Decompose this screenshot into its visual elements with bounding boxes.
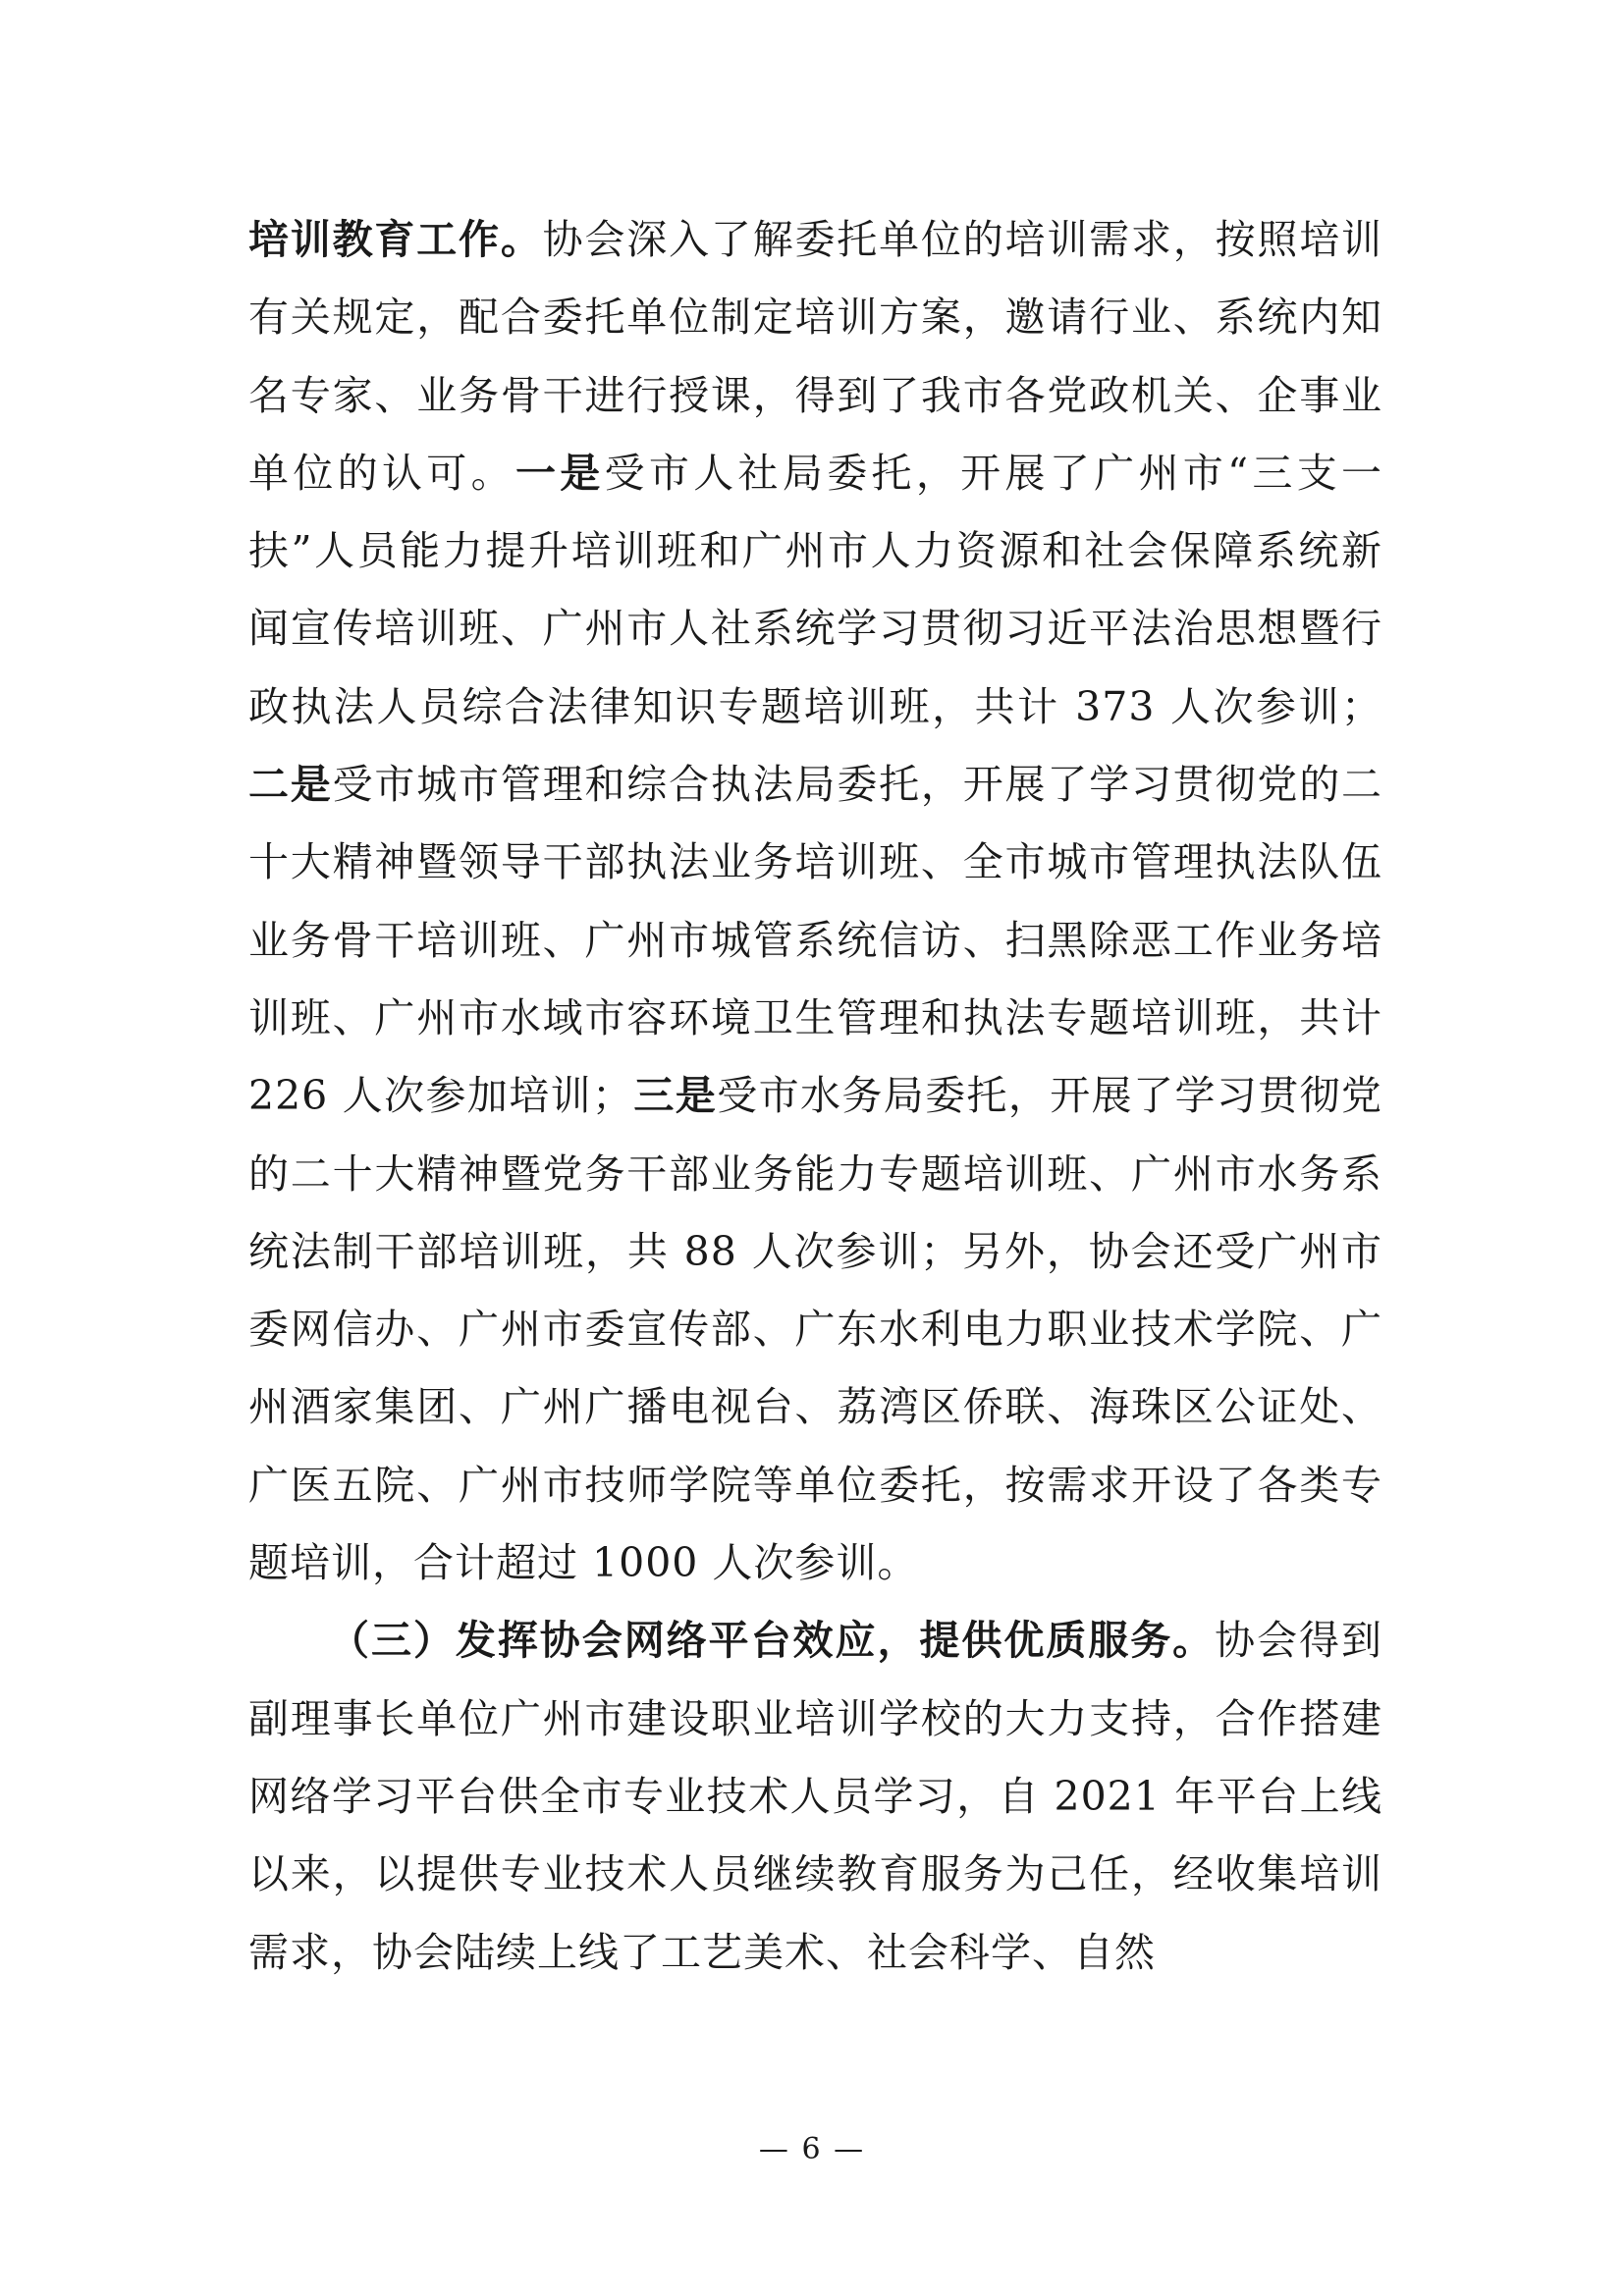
section-heading: （三）发挥协会网络平台效应，提供优质服务。 — [329, 1617, 1216, 1665]
body-text — [248, 201, 1382, 1992]
page-number: — 6 — — [758, 2132, 866, 2166]
list-marker-second: 二是 — [248, 761, 333, 809]
paragraph-text: 受市人社局委托，开展了广州市“三支一扶”人员能力提升培训班和广州市人力资源和社会保障系统新闻宣传培训班、广州市人社系统学习贯彻习近平法治思想暨行政执法人员综合法律知识专题培训班，共计 373 人次参训； — [248, 449, 1383, 730]
paragraph-network-platform — [248, 1602, 1382, 1991]
paragraph-training-work — [248, 201, 1382, 1602]
lead-heading: 培训教育工作。 — [248, 216, 543, 263]
paragraph-text: 协会深入了解委托单位的培训需求，按照培训有关规定，配合委托单位制定培训方案，邀请行业、系统内知名专家、业务骨干进行授课，得到了我市各党政机关、企事业单位的认可。 — [248, 216, 1383, 497]
list-marker-third: 三是 — [633, 1072, 718, 1120]
paragraph-text: 受市水务局委托，开展了学习贯彻党的二十大精神暨党务干部业务能力专题培训班、广州市水务系统法制干部培训班，共 88 人次参训；另外，协会还受广州市委网信办、广州市委宣传部、广东水利电力职业技术学院、广州酒家集团、广州广播电视台、荔湾区侨联、海珠区公证处、广医五院、广州市技师学院等单位委托，按需求开设了各类专题培训，合计超过 1000 人次参训。 — [248, 1072, 1383, 1587]
paragraph-text: 受市城市管理和综合执法局委托，开展了学习贯彻党的二十大精神暨领导干部执法业务培训班、全市城市管理执法队伍业务骨干培训班、广州市城管系统信访、扫黑除恶工作业务培训班、广州市水域市容环境卫生管理和执法专题培训班，共计 226 人次参加培训； — [248, 761, 1383, 1120]
list-marker-first: 一是 — [514, 449, 605, 497]
paragraph-text: 协会得到副理事长单位广州市建设职业培训学校的大力支持，合作搭建网络学习平台供全市专业技术人员学习，自 2021 年平台上线以来，以提供专业技术人员继续教育服务为己任，经收集培训需求，协会陆续上线了工艺美术、社会科学、自然 — [248, 1617, 1382, 1976]
